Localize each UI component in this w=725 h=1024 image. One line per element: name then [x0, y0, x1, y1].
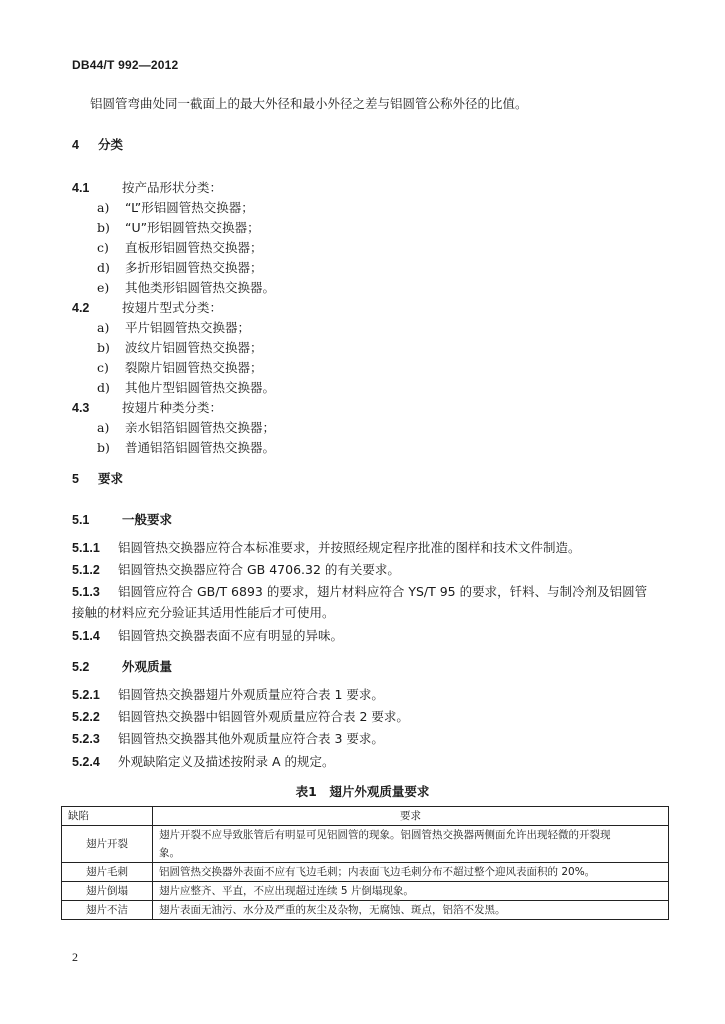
table-row [62, 863, 669, 882]
section-title: 按翅片种类分类： [122, 400, 223, 415]
standard-code: DB44/T 992—2012 [72, 58, 179, 72]
clause-text: 铝圆管热交换器翅片外观质量应符合表 1 要求。 [118, 687, 384, 702]
clause-5-2-2 [72, 709, 409, 725]
clause-5-2-4 [72, 754, 335, 770]
intro-paragraph: 铝圆管弯曲处同一截面上的最大外径和最小外径之差与铝圆管公称外径的比值。 [90, 96, 528, 111]
clause-5-1-1 [72, 540, 581, 556]
section-number: 5 [72, 472, 79, 486]
requirement-cell: 翅片应整齐、平直，不应出现超过连续 5 片倒塌现象。 [153, 882, 669, 901]
clause-5-1-3 [72, 584, 647, 600]
list-item: b) “U”形铝圆管热交换器； [97, 220, 260, 235]
section-number: 5.2 [72, 660, 90, 674]
list-item: b) 波纹片铝圆管热交换器； [97, 340, 263, 355]
table-row [62, 826, 669, 863]
list-item: a) 平片铝圆管热交换器； [97, 320, 251, 335]
section-title: 分类 [98, 137, 124, 152]
clause-text: 铝圆管热交换器应符合本标准要求，并按照经规定程序批准的图样和技术文件制造。 [118, 540, 581, 555]
column-header-requirement: 要求 [153, 807, 669, 826]
list-item: c) 裂隙片铝圆管热交换器； [97, 360, 263, 375]
list-item: e) 其他类形铝圆管热交换器。 [97, 280, 276, 295]
section-4-heading [72, 137, 123, 153]
section-4-2-heading [72, 300, 222, 316]
section-5-heading [72, 471, 123, 487]
clause-number: 5.1.4 [72, 629, 100, 643]
requirement-cell: 翅片开裂不应导致胀管后有明显可见铝圆管的现象。铝圆管热交换器两侧面允许出现轻微的开裂现 象。 [153, 826, 669, 863]
defect-cell: 翅片不洁 [62, 901, 153, 920]
section-title: 一般要求 [122, 512, 173, 527]
section-title: 按翅片型式分类： [122, 300, 223, 315]
section-5-1-heading [72, 512, 172, 528]
table-row [62, 901, 669, 920]
table-row [62, 882, 669, 901]
table-header-row [62, 807, 669, 826]
clause-5-1-4 [72, 628, 343, 644]
clause-number: 5.1.3 [72, 585, 100, 599]
list-item: a) 亲水铝箔铝圆管热交换器； [97, 420, 276, 435]
clause-5-2-3 [72, 731, 384, 747]
list-item: b) 普通铝箔铝圆管热交换器。 [97, 440, 276, 455]
clause-text: 铝圆管热交换器表面不应有明显的异味。 [118, 628, 344, 643]
clause-text: 铝圆管应符合 GB/T 6893 的要求，翅片材料应符合 YS/T 95 的要求，钎料、与制冷剂及铝圆管 [118, 584, 648, 599]
section-number: 4.2 [72, 301, 90, 315]
section-number: 5.1 [72, 513, 90, 527]
clause-5-2-1 [72, 687, 384, 703]
defect-cell: 翅片毛刺 [62, 863, 153, 882]
clause-number: 5.1.1 [72, 541, 100, 555]
clause-5-1-3-continuation: 接触的材料应充分验证其适用性能后才可使用。 [72, 605, 335, 620]
clause-number: 5.2.3 [72, 732, 100, 746]
column-header-defect: 缺陷 [62, 807, 153, 826]
clause-number: 5.2.2 [72, 710, 100, 724]
clause-number: 5.1.2 [72, 563, 100, 577]
page-number: 2 [72, 950, 78, 964]
requirement-cell: 翅片表面无油污、水分及严重的灰尘及杂物，无腐蚀、斑点，铝箔不发黑。 [153, 901, 669, 920]
section-title: 按产品形状分类： [122, 180, 223, 195]
clause-text: 外观缺陷定义及描述按附录 A 的规定。 [118, 754, 335, 769]
table-caption: 表1 翅片外观质量要求 [295, 784, 430, 799]
clause-text: 铝圆管热交换器其他外观质量应符合表 3 要求。 [118, 731, 384, 746]
requirement-cell: 铝圆管热交换器外表面不应有飞边毛刺；内表面飞边毛刺分布不超过整个迎风表面积的 20%。 [153, 863, 669, 882]
fin-appearance-table [61, 806, 669, 920]
clause-number: 5.2.1 [72, 688, 100, 702]
list-item: d) 多折形铝圆管热交换器； [97, 260, 263, 275]
section-4-1-heading [72, 180, 222, 196]
section-number: 4.1 [72, 181, 90, 195]
section-5-2-heading [72, 659, 172, 675]
section-number: 4.3 [72, 401, 90, 415]
defect-cell: 翅片开裂 [62, 826, 153, 863]
list-item: c) 直板形铝圆管热交换器； [97, 240, 263, 255]
clause-5-1-2 [72, 562, 400, 578]
clause-text: 铝圆管热交换器中铝圆管外观质量应符合表 2 要求。 [118, 709, 409, 724]
section-4-3-heading [72, 400, 222, 416]
list-item: a) “L”形铝圆管热交换器； [97, 200, 254, 215]
clause-number: 5.2.4 [72, 755, 100, 769]
list-item: d) 其他片型铝圆管热交换器。 [97, 380, 276, 395]
section-number: 4 [72, 138, 79, 152]
clause-text: 铝圆管热交换器应符合 GB 4706.32 的有关要求。 [118, 562, 400, 577]
section-title: 要求 [98, 471, 124, 486]
section-title: 外观质量 [122, 659, 173, 674]
defect-cell: 翅片倒塌 [62, 882, 153, 901]
